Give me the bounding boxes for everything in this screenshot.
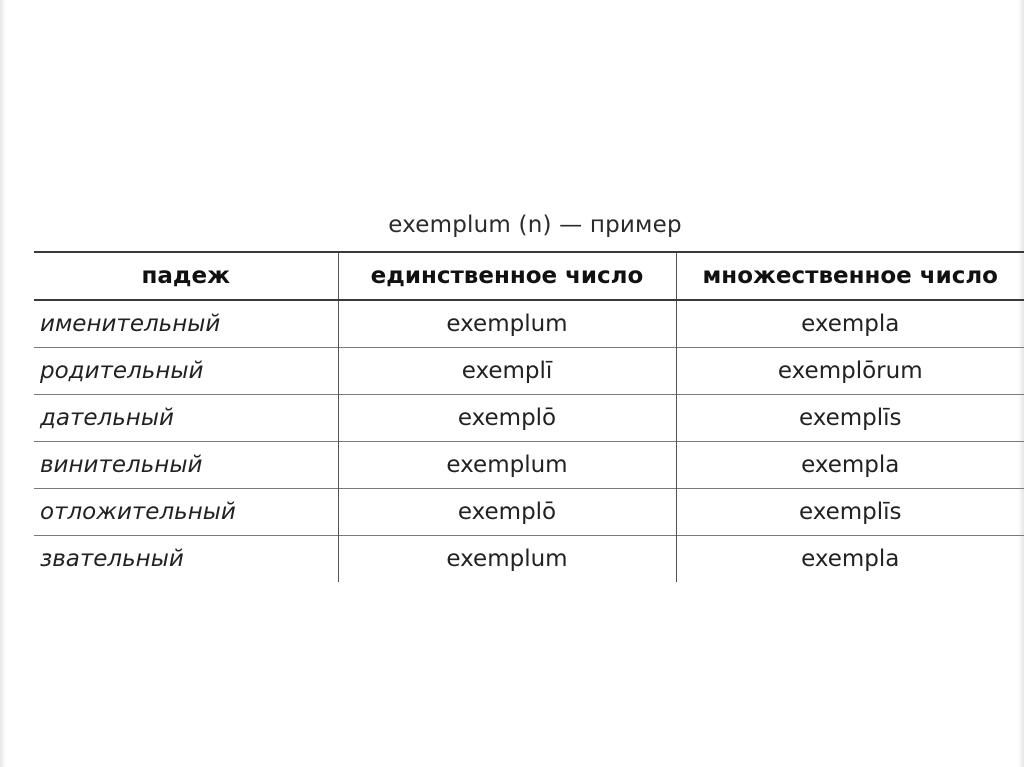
plural-form: exempla: [676, 300, 1024, 348]
plural-form: exemplīs: [676, 395, 1024, 442]
singular-form: exemplum: [338, 442, 676, 489]
header-singular: единственное число: [338, 252, 676, 300]
plural-form: exemplīs: [676, 489, 1024, 536]
header-plural: множественное число: [676, 252, 1024, 300]
case-name: отложительный: [40, 499, 236, 525]
table-row: [34, 300, 1024, 348]
plural-form: exempla: [676, 442, 1024, 489]
table-row: [34, 395, 1024, 442]
slide-edge-left: [0, 0, 6, 767]
singular-form: exemplō: [338, 395, 676, 442]
table-row: [34, 536, 1024, 583]
header-case: падеж: [141, 263, 230, 289]
table-header-row: [34, 252, 1024, 300]
table-row: [34, 489, 1024, 536]
plural-form: exempla: [676, 536, 1024, 583]
table-caption: exemplum (n) — пример: [388, 212, 682, 238]
plural-form: exemplōrum: [676, 348, 1024, 395]
case-name: родительный: [40, 358, 204, 384]
singular-form: exemplō: [338, 489, 676, 536]
singular-form: exemplī: [338, 348, 676, 395]
table-row: [34, 348, 1024, 395]
declension-table-container: [34, 251, 1024, 582]
case-name: звательный: [40, 546, 184, 572]
singular-form: exemplum: [338, 536, 676, 583]
singular-form: exemplum: [338, 300, 676, 348]
case-name: винительный: [40, 452, 203, 478]
case-name: дательный: [40, 405, 174, 431]
case-name: именительный: [40, 311, 221, 337]
table-row: [34, 442, 1024, 489]
declension-table: [34, 251, 1024, 582]
